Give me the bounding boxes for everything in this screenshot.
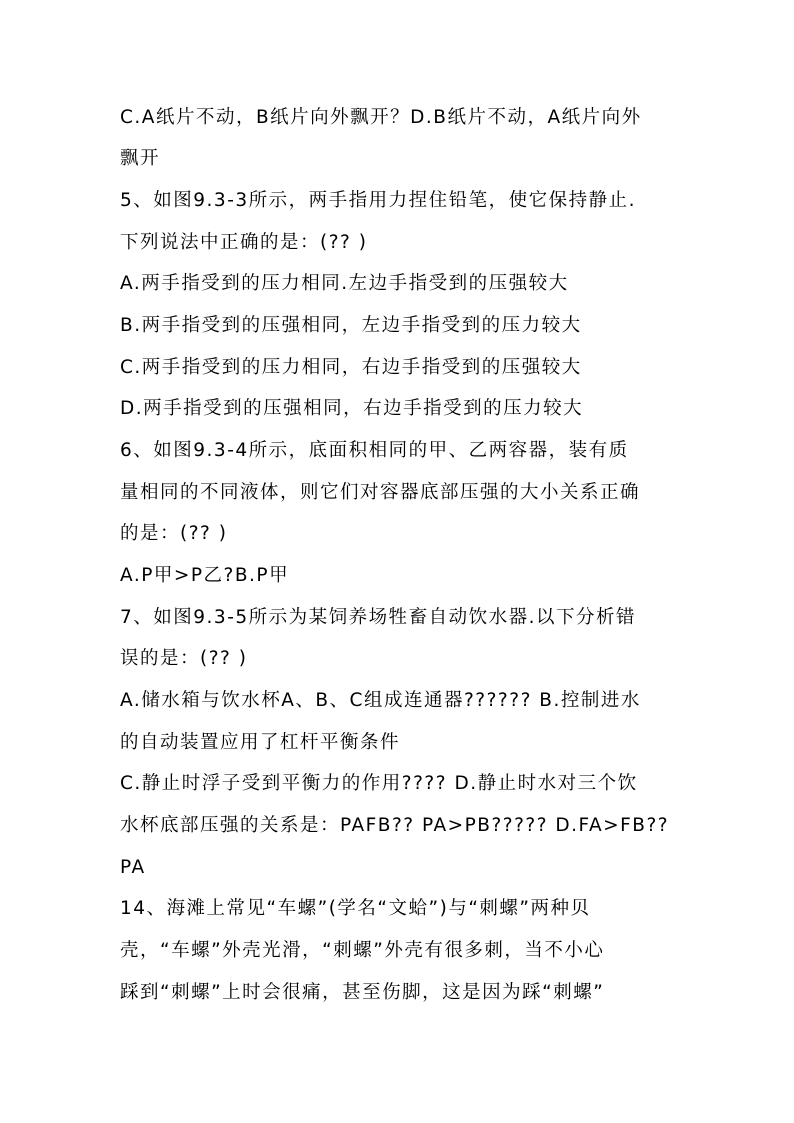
- text-line: 的是：(?? ): [120, 523, 228, 544]
- text-line: 壳，“车螺”外壳光滑，“刺螺”外壳有很多刺，当不小心: [120, 940, 605, 961]
- text-line: A.两手指受到的压力相同.左边手指受到的压强较大: [120, 273, 569, 294]
- text-line: 水杯底部压强的关系是：PAFB?? PA>PB????? D.FA>FB??: [120, 815, 670, 836]
- text-line: 踩到“刺螺”上时会很痛，甚至伤脚，这是因为踩“刺螺”: [120, 982, 605, 1003]
- text-line: A.P甲>P乙?B.P甲: [120, 565, 290, 586]
- text-line: C.两手指受到的压力相同，右边手指受到的压强较大: [120, 357, 582, 378]
- text-line: 的自动装置应用了杠杆平衡条件: [120, 732, 401, 753]
- text-line: B.两手指受到的压强相同，左边手指受到的压力较大: [120, 315, 582, 336]
- text-line: 量相同的不同液体，则它们对容器底部压强的大小关系正确: [120, 482, 641, 503]
- text-line: 飘开: [120, 148, 161, 169]
- text-line: 14、海滩上常见“车螺”(学名“文蛤”)与“刺螺”两种贝: [120, 898, 591, 919]
- text-line: A.储水箱与饮水杯A、B、C组成连通器?????? B.控制进水: [120, 690, 641, 711]
- text-line: D.两手指受到的压强相同，右边手指受到的压力较大: [120, 398, 584, 419]
- text-line: 7、如图9.3-5所示为某饲养场牲畜自动饮水器.以下分析错: [120, 607, 637, 628]
- text-line: C.静止时浮子受到平衡力的作用???? D.静止时水对三个饮: [120, 773, 638, 794]
- text-line: 5、如图9.3-3所示，两手指用力捏住铅笔，使它保持静止.: [120, 190, 637, 211]
- text-line: 误的是：(?? ): [120, 648, 248, 669]
- text-line: 6、如图9.3-4所示，底面积相同的甲、乙两容器，装有质: [120, 440, 629, 461]
- text-line: C.A纸片不动，B纸片向外飘开？D.B纸片不动，A纸片向外: [120, 107, 642, 128]
- text-line: 下列说法中正确的是：(?? ): [120, 232, 368, 253]
- text-line: PA: [120, 857, 146, 878]
